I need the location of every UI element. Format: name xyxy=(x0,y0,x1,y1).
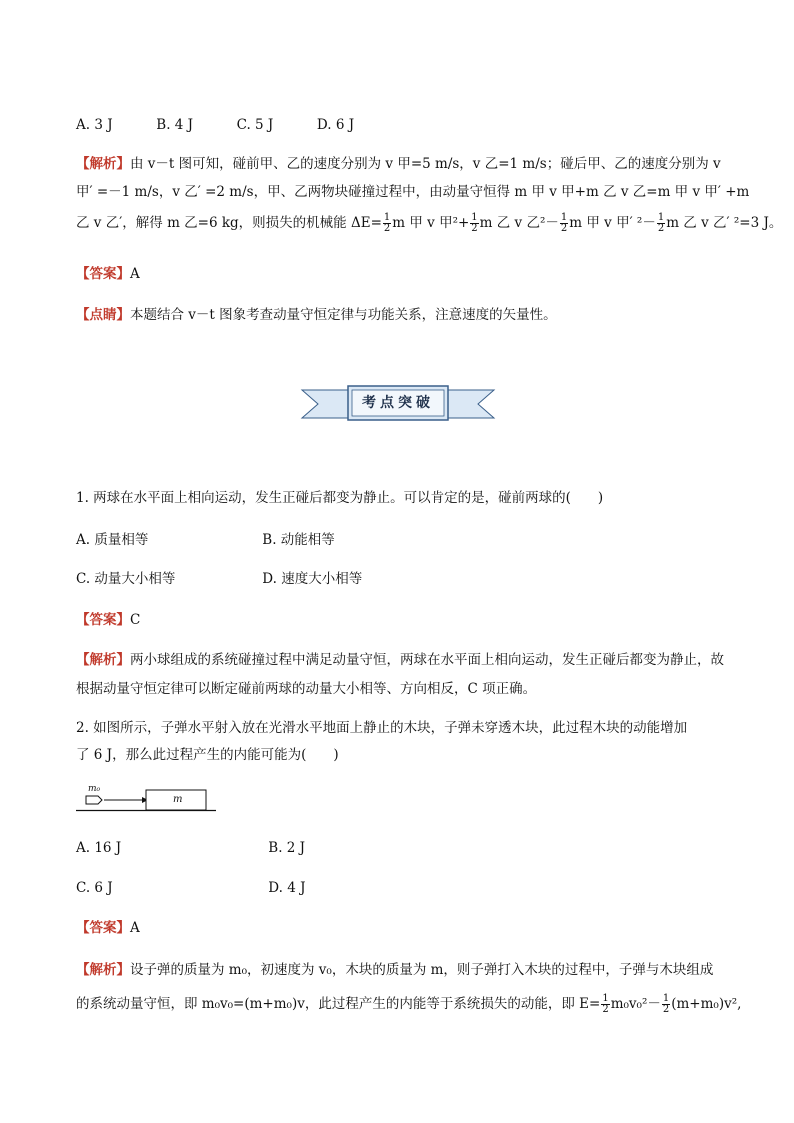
q2-options-row-2 xyxy=(76,879,306,897)
answer-tag: 【答案】 xyxy=(76,920,130,936)
option-b: B. 4 J xyxy=(156,117,194,133)
bullet-block-figure xyxy=(76,784,216,816)
fraction-half: $\frac{1}{2}$ xyxy=(383,212,391,234)
option-d: D. 速度大小相等 xyxy=(262,571,363,587)
fraction-half: $\frac{1}{2}$ xyxy=(662,993,670,1015)
example-answer: 【答案】A xyxy=(76,266,140,282)
banner-title: 考点突破 xyxy=(362,395,434,411)
q1-options-row-1 xyxy=(76,531,335,549)
fraction-half: $\frac{1}{2}$ xyxy=(560,212,568,234)
option-b: B. 2 J xyxy=(268,840,306,856)
example-analysis-line-2: 甲′ =－1 m/s，v 乙′ =2 m/s，甲、乙两物块碰撞过程中，由动量守恒得 m 甲 v 甲+m 乙 v 乙=m 甲 v 甲′ +m xyxy=(76,184,750,200)
option-d: D. 4 J xyxy=(268,880,306,896)
example-analysis-line-3: 乙 v 乙′，解得 m 乙=6 kg，则损失的机械能 ΔE= $\frac{1}{2}$ m 甲 v 甲²+ $\frac{1}{2}$ m 乙 v 乙²－ $\frac{1}{2}$ m 甲 v 甲′ ²－ $\frac{1}{2}$ m 乙 v 乙′ ²=3 J。 xyxy=(76,212,783,234)
section-banner xyxy=(300,384,496,424)
option-d: D. 6 J xyxy=(316,117,355,133)
option-c: C. 5 J xyxy=(236,117,274,133)
block-mass-label: m xyxy=(173,794,183,805)
q2-stem-line-1: 2. 如图所示，子弹水平射入放在光滑水平地面上静止的木块，子弹未穿透木块，此过程木块的动能增加 xyxy=(76,720,688,736)
prev-question-options xyxy=(76,116,354,134)
q1-answer: 【答案】C xyxy=(76,612,141,628)
fraction-half: $\frac{1}{2}$ xyxy=(657,212,665,234)
answer-tag: 【答案】 xyxy=(76,266,130,282)
bullet-mass-label: m₀ xyxy=(88,784,101,794)
fraction-half: $\frac{1}{2}$ xyxy=(602,993,609,1015)
option-a: A. 16 J xyxy=(76,840,122,856)
q1-stem: 1. 两球在水平面上相向运动，发生正碰后都变为静止。可以肯定的是，碰前两球的( ) xyxy=(76,490,604,506)
option-a: A. 质量相等 xyxy=(76,532,149,548)
option-a: A. 3 J xyxy=(76,117,113,133)
option-c: C. 动量大小相等 xyxy=(76,571,176,587)
q2-answer: 【答案】A xyxy=(76,920,140,936)
q1-analysis-line-2: 根据动量守恒定律可以断定碰前两球的动量大小相等、方向相反，C 项正确。 xyxy=(76,681,537,697)
q2-analysis-line-1: 【解析】设子弹的质量为 m₀，初速度为 v₀，木块的质量为 m，则子弹打入木块的过程中，子弹与木块组成 xyxy=(76,962,714,978)
example-analysis-line-1: 【解析】由 v－t 图可知，碰前甲、乙的速度分别为 v 甲=5 m/s，v 乙=1 m/s；碰后甲、乙的速度分别为 v xyxy=(76,156,721,172)
example-note: 【点睛】本题结合 v－t 图象考查动量守恒定律与功能关系，注意速度的矢量性。 xyxy=(76,307,557,323)
q2-analysis-line-2: 的系统动量守恒，即 m₀v₀=(m+m₀)v，此过程产生的内能等于系统损失的动能，即 E= $\frac{1}{2}$ m₀v₀²－ $\frac{1}{2}$ (m+m₀)v², xyxy=(76,993,742,1015)
fraction-half: $\frac{1}{2}$ xyxy=(471,212,478,234)
q1-options-row-2 xyxy=(76,570,362,588)
analysis-tag: 【解析】 xyxy=(76,962,130,978)
answer-tag: 【答案】 xyxy=(76,612,130,628)
option-b: B. 动能相等 xyxy=(262,532,335,548)
q1-analysis-line-1: 【解析】两小球组成的系统碰撞过程中满足动量守恒，两球在水平面上相向运动，发生正碰后都变为静止，故 xyxy=(76,652,724,668)
note-tag: 【点睛】 xyxy=(76,307,130,323)
analysis-tag: 【解析】 xyxy=(76,156,130,172)
analysis-tag: 【解析】 xyxy=(76,652,130,668)
option-c: C. 6 J xyxy=(76,880,113,896)
q2-stem-line-2: 了 6 J，那么此过程产生的内能可能为( ) xyxy=(76,747,339,763)
q2-options-row-1 xyxy=(76,839,305,857)
